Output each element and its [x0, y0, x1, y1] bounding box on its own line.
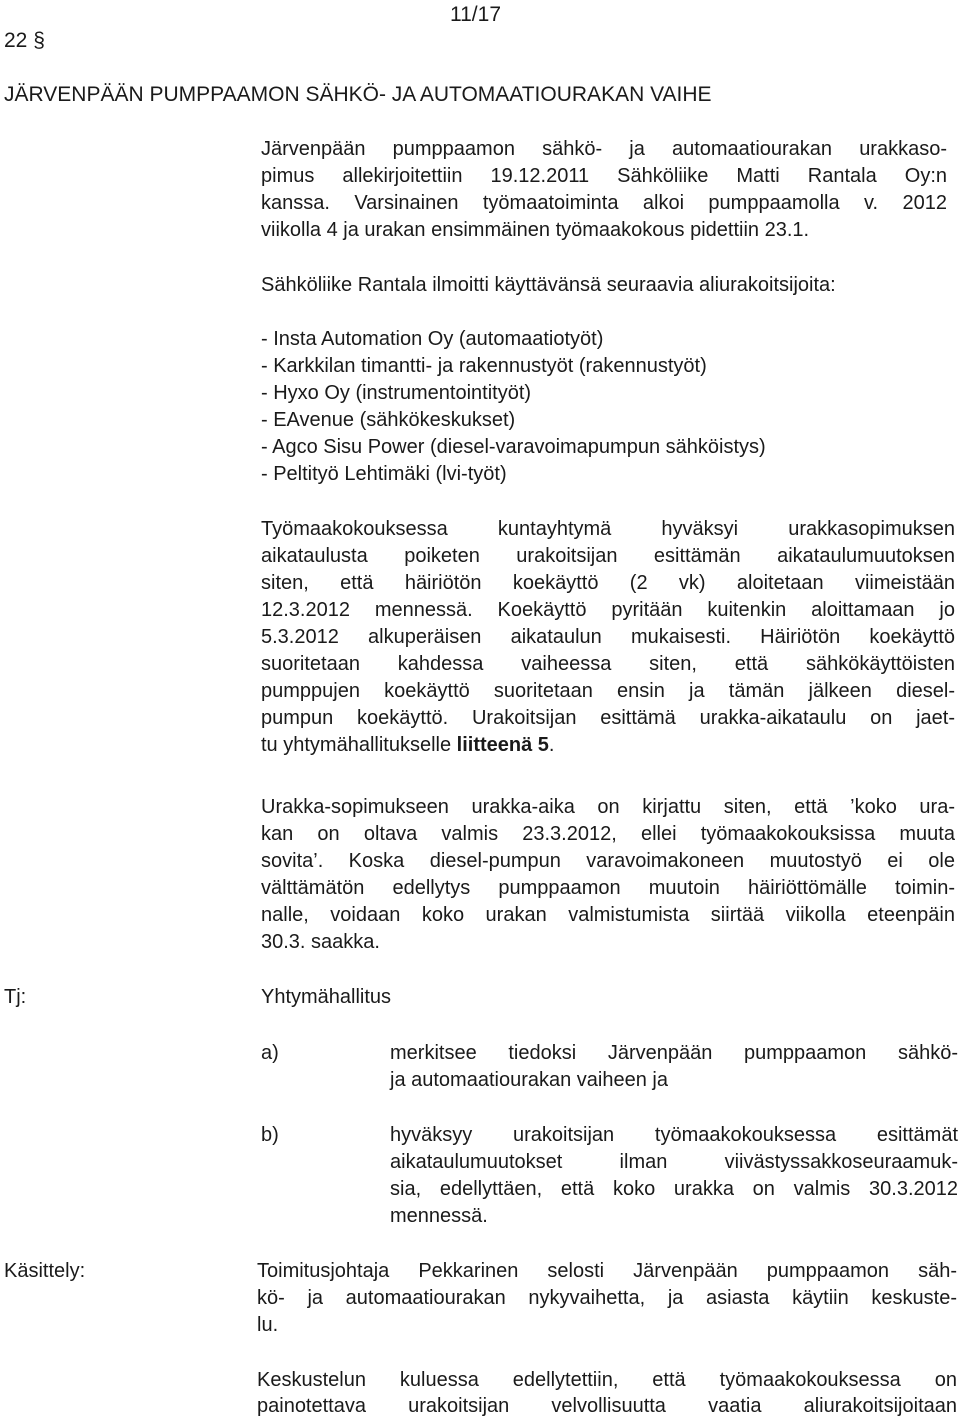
list-item: - Hyxo Oy (instrumentointityöt): [261, 382, 532, 404]
text-line: viikolla 4 ja urakan ensimmäinen työmaakokous pidettiin 23.1.: [261, 219, 810, 241]
tj-label: Tj:: [4, 986, 27, 1008]
text-line: 12.3.2012 mennessä. Koekäyttö pyritään kuitenkin aloittamaan jo: [261, 599, 955, 621]
section-number: 22 §: [4, 29, 45, 52]
text-line: välttämätön edellytys pumppaamon muutoin häiriöttömälle toimin-: [261, 877, 955, 899]
list-item: - Agco Sisu Power (diesel-varavoimapumpun sähköistys): [261, 436, 766, 458]
text-line: lu.: [257, 1314, 279, 1336]
list-item: - Insta Automation Oy (automaatiotyöt): [261, 328, 604, 350]
text-span: .: [548, 734, 555, 756]
text-line: Keskustelun kuluessa edellytettiin, että työmaakokouksessa on: [257, 1369, 957, 1391]
attachment-reference: liitteenä 5: [456, 734, 549, 756]
list-item: - Karkkilan timantti- ja rakennustyöt (rakennustyöt): [261, 355, 707, 377]
text-line: aikataulusta poiketen urakoitsijan esittämän aikataulumuutoksen: [261, 545, 955, 567]
page-number: 11/17: [450, 3, 501, 26]
text-line: Järvenpään pumppaamon sähkö- ja automaatiourakan urakkaso-: [261, 138, 947, 160]
text-line: kö- ja automaatiourakan nykyvaihetta, ja asiasta käytiin keskuste-: [257, 1287, 957, 1309]
text-line: suoritetaan kahdessa vaiheessa siten, että sähkökäyttöisten: [261, 653, 955, 675]
text-line: pumppujen koekäyttö suoritetaan ensin ja tämän jälkeen diesel-: [261, 680, 955, 702]
text-line: kan on oltava valmis 23.3.2012, ellei työmaakokouksissa muuta: [261, 823, 955, 845]
text-line: sia, edellyttäen, että koko urakka on valmis 30.3.2012: [390, 1178, 958, 1200]
text-line: 5.3.2012 alkuperäisen aikataulun mukaisesti. Häiriötön koekäyttö: [261, 626, 955, 648]
text-line: kanssa. Varsinainen työmaatoiminta alkoi pumppaamolla v. 2012: [261, 192, 947, 214]
text-line: ja automaatiourakan vaiheen ja: [390, 1069, 668, 1091]
text-line: nalle, voidaan koko urakan valmistumista siirtää viikolla eteenpäin: [261, 904, 955, 926]
text-line: Urakka-sopimukseen urakka-aika on kirjattu siten, että ’koko ura-: [261, 796, 955, 818]
proposal-letter: b): [261, 1124, 279, 1146]
text-line: siten, että häiriötön koekäyttö (2 vk) aloitetaan viimeistään: [261, 572, 955, 594]
tj-value: Yhtymähallitus: [261, 986, 392, 1008]
proposal-letter: a): [261, 1042, 279, 1064]
text-line: 30.3. saakka.: [261, 931, 380, 953]
text-line: Työmaakokouksessa kuntayhtymä hyväksyi urakkasopimuksen: [261, 518, 955, 540]
list-item: - Peltityö Lehtimäki (lvi-työt): [261, 463, 507, 485]
text-line: Toimitusjohtaja Pekkarinen selosti Järvenpään pumppaamon säh-: [257, 1260, 957, 1282]
text-line: mennessä.: [390, 1205, 488, 1227]
text-line: sovita’. Koska diesel-pumpun varavoimakoneen muutostyö ei ole: [261, 850, 955, 872]
text-span: tu yhtymähallitukselle: [261, 734, 457, 756]
text-line: [261, 735, 554, 755]
text-line: merkitsee tiedoksi Järvenpään pumppaamon sähkö-: [390, 1042, 958, 1064]
text-line: painotettava urakoitsijan velvollisuutta vaatia aliurakoitsijoitaan: [257, 1395, 957, 1417]
text-line: pumpun koekäyttö. Urakoitsijan esittämä urakka-aikataulu on jaet-: [261, 707, 955, 729]
text-line: aikataulumuutokset ilman viivästyssakkoseuraamuk-: [390, 1151, 958, 1173]
text-line: hyväksyy urakoitsijan työmaakokouksessa esittämät: [390, 1124, 958, 1146]
kasittely-label: Käsittely:: [4, 1260, 86, 1282]
subcontractor-intro: Sähköliike Rantala ilmoitti käyttävänsä seuraavia aliurakoitsijoita:: [261, 274, 836, 296]
list-item: - EAvenue (sähkökeskukset): [261, 409, 516, 431]
text-line: pimus allekirjoitettiin 19.12.2011 Sähköliike Matti Rantala Oy:n: [261, 165, 947, 187]
page-title: JÄRVENPÄÄN PUMPPAAMON SÄHKÖ- JA AUTOMAATIOURAKAN VAIHE: [4, 83, 712, 106]
